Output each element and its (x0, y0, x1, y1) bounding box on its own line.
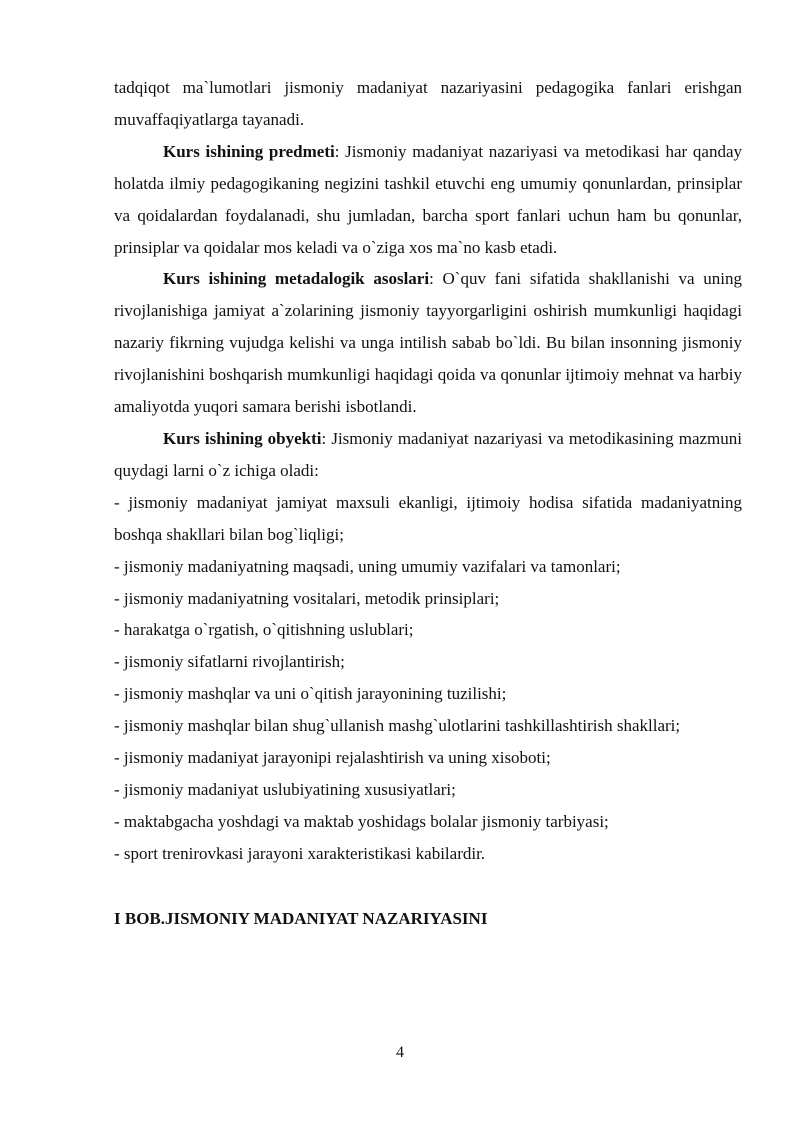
chapter-heading: I BOB.JISMONIY MADANIYAT NAZARIYASINI (114, 908, 488, 928)
list-item: - jismoniy madaniyat jarayonipi rejalashtirish va uning xisoboti; (114, 748, 551, 768)
section-subject-text: : Jismoniy madaniyat nazariyasi va metodikasi har qanday holatda ilmiy pedagogikaning negizini tashkil etuvchi eng umumiy qonunlardan, prinsiplar va qoidalardan foydalanadi, shu jumladan, barcha sport fanlari uchun ham bu qonunlar, prinsiplar va qoidalar mos keladi va o`ziga xos ma`no kasb etadi. (114, 141, 742, 257)
list-item: - jismoniy sifatlarni rivojlantirish; (114, 652, 345, 672)
list-item: - jismoniy madaniyatning vositalari, metodik prinsiplari; (114, 588, 500, 608)
list-item: - jismoniy mashqlar va uni o`qitish jarayonining tuzilishi; (114, 684, 507, 704)
section-object-paragraph (114, 423, 742, 487)
section-object-text: : Jismoniy madaniyat nazariyasi va metodikasining mazmuni quydagi larni o`z ichiga oladi: (114, 428, 743, 480)
document-body (114, 72, 742, 935)
section-object-lead: Kurs ishining obyekti (163, 428, 322, 448)
section-methodology-text: : O`quv fani sifatida shakllanishi va uning rivojlanishiga jamiyat a`zolarining jismoniy tayyorgarligini oshirish mumkunligi haqidagi nazariy fikrning vujudga kelishi va unga intilish sabab bo`ldi. Bu bilan insonning jismoniy rivojlanishini boshqarish mumkunligi haqidagi qoida va qonunlar ijtimoiy mehnat va harbiy amaliyotda yuqori samara berishi isbotlandi. (114, 269, 742, 417)
list-item: - jismoniy mashqlar bilan shug`ullanish mashg`ulotlarini tashkillashtirish shakllari; (114, 716, 681, 736)
list-item: - jismoniy madaniyatning maqsadi, uning umumiy vazifalari va tamonlari; (114, 556, 621, 576)
page-number: 4 (396, 1044, 404, 1061)
list-item: - harakatga o`rgatish, o`qitishning uslublari; (114, 620, 414, 640)
list-item: - maktabgacha yoshdagi va maktab yoshidags bolalar jismoniy tarbiyasi; (114, 811, 609, 831)
list-item: - jismoniy madaniyat uslubiyatining xususiyatlari; (114, 779, 456, 799)
list-item: - sport trenirovkasi jarayoni xarakteristikasi kabilardir. (114, 843, 486, 863)
section-methodology-paragraph (114, 263, 742, 423)
section-subject-paragraph (114, 136, 742, 264)
section-methodology-lead: Kurs ishining metadalogik asoslari (163, 269, 430, 289)
section-subject-lead: Kurs ishining predmeti (163, 141, 335, 161)
content-list (114, 487, 742, 870)
intro-paragraph: tadqiqot ma`lumotlari jismoniy madaniyat nazariyasini pedagogika fanlari erishgan muvaffaqiyatlarga tayanadi. (114, 78, 742, 129)
list-item: - jismoniy madaniyat jamiyat maxsuli ekanligi, ijtimoiy hodisa sifatida madaniyatning boshqa shakllari bilan bog`liqligi; (114, 492, 742, 544)
